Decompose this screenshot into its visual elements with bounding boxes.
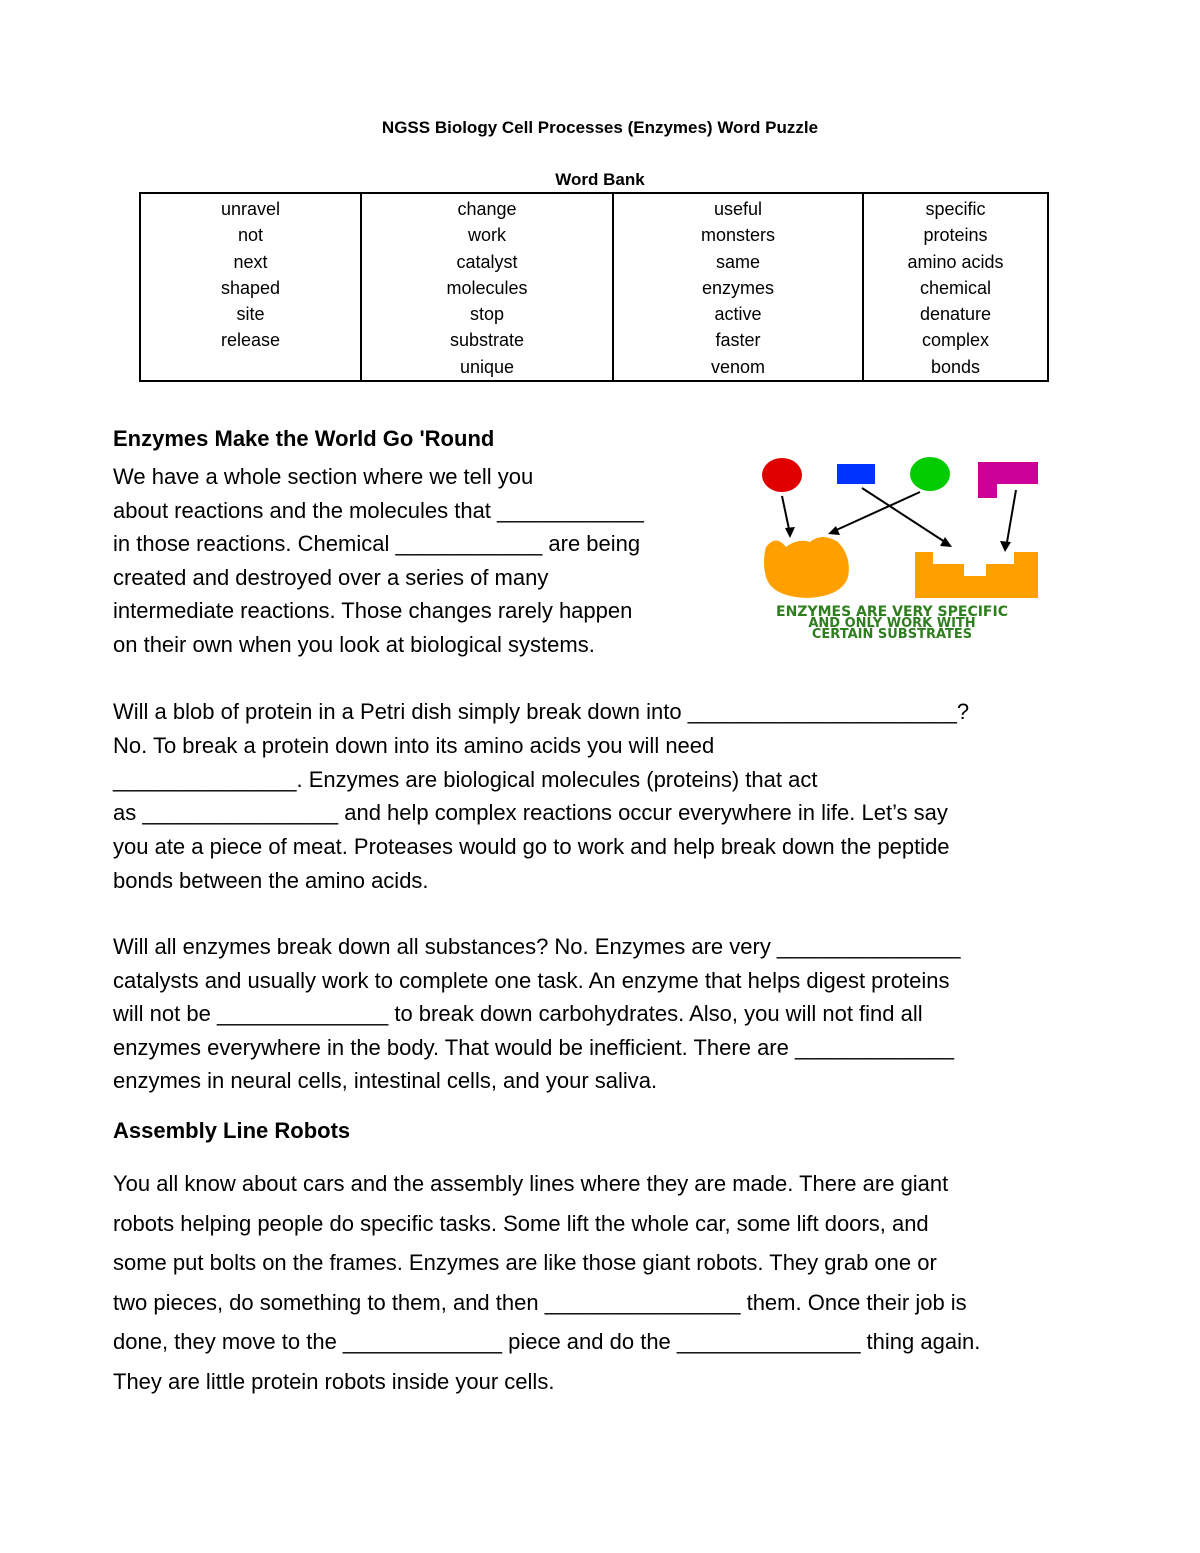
- word-bank-word: monsters: [700, 225, 776, 246]
- word-bank-label: Word Bank: [555, 170, 645, 189]
- text-line: two pieces, do something to them, and then ________________ them. Once their job is: [113, 1289, 967, 1315]
- word-bank-column-1: [140, 193, 361, 381]
- text-line: _______________. Enzymes are biological molecules (proteins) that act: [113, 766, 818, 792]
- red-substrate-circle: [762, 458, 802, 492]
- orange-enzyme-bracket: [915, 552, 1038, 598]
- text-line: Will a blob of protein in a Petri dish simply break down into ______________________?: [113, 699, 970, 724]
- word-bank-word: not: [237, 225, 264, 246]
- text-line: intermediate reactions. Those changes rarely happen: [113, 598, 633, 624]
- text-line: done, they move to the _____________ piece and do the _______________ thing again.: [113, 1329, 981, 1354]
- text-line: in those reactions. Chemical ____________ are being: [113, 531, 641, 557]
- text-line: catalysts and usually work to complete one task. An enzyme that helps digest proteins: [113, 967, 950, 993]
- word-bank-column-2: [361, 193, 613, 381]
- word-bank-word: next: [233, 251, 268, 272]
- text-line: some put bolts on the frames. Enzymes are like those giant robots. They grab one or: [113, 1250, 937, 1275]
- word-bank-word: proteins: [923, 225, 988, 246]
- word-bank-word: stop: [469, 304, 505, 325]
- word-bank-column-3: [613, 193, 863, 381]
- word-bank-word: change: [457, 199, 517, 219]
- word-bank-word: unique: [459, 356, 515, 377]
- diagram-caption: [776, 604, 1008, 642]
- word-bank-word: useful: [713, 199, 763, 219]
- word-bank-word: bonds: [930, 356, 981, 377]
- word-bank-word: enzymes: [701, 277, 775, 298]
- text-line: We have a whole section where we tell you: [113, 464, 534, 489]
- word-bank-word: release: [220, 330, 281, 351]
- text-line: Will all enzymes break down all substances? No. Enzymes are very _______________: [113, 934, 961, 959]
- text-line: as ________________ and help complex reactions occur everywhere in life. Let’s say: [113, 800, 948, 826]
- word-bank-word: same: [715, 251, 760, 272]
- paragraph-protein-breakdown: [113, 695, 969, 898]
- word-bank-word: venom: [710, 356, 766, 377]
- word-bank-word: catalyst: [456, 251, 518, 272]
- word-bank-word: substrate: [449, 330, 525, 351]
- caption-line: CERTAIN SUBSTRATES: [811, 627, 973, 642]
- text-line: robots helping people do specific tasks. Some lift the whole car, some lift doors, and: [113, 1210, 929, 1236]
- arrowhead: [828, 526, 840, 535]
- caption-line: ENZYMES ARE VERY SPECIFIC: [776, 604, 1008, 620]
- orange-enzyme-round: [764, 537, 849, 598]
- arrowhead: [1000, 541, 1011, 552]
- blue-substrate-rect: [837, 464, 875, 484]
- enzyme-specificity-diagram: [752, 452, 1042, 647]
- word-bank-column-4: [863, 193, 1048, 381]
- word-bank-word: chemical: [919, 277, 992, 298]
- word-bank-word: active: [714, 304, 762, 325]
- worksheet-title: NGSS Biology Cell Processes (Enzymes) Word Puzzle: [381, 118, 819, 137]
- section-heading-assembly: Assembly Line Robots: [113, 1118, 351, 1143]
- text-line: You all know about cars and the assembly lines where they are made. There are giant: [113, 1171, 949, 1196]
- word-bank-word: denature: [919, 304, 992, 325]
- text-line: enzymes everywhere in the body. That would be inefficient. There are _____________: [113, 1034, 955, 1060]
- text-line: enzymes in neural cells, intestinal cells, and your saliva.: [113, 1068, 658, 1094]
- word-bank-word: specific: [925, 199, 986, 219]
- text-line: They are little protein robots inside your cells.: [113, 1368, 555, 1394]
- word-bank-word: shaped: [220, 277, 281, 298]
- paragraph-assembly-line: [113, 1164, 980, 1401]
- arrowhead: [785, 527, 795, 538]
- paragraph-intro: [113, 460, 644, 662]
- word-bank-word: work: [467, 225, 506, 246]
- word-bank-word: complex: [921, 330, 990, 351]
- section-heading-enzymes: Enzymes Make the World Go 'Round: [113, 426, 495, 451]
- word-bank-word: amino acids: [907, 251, 1004, 272]
- arrow-magenta-to-bracket: [1006, 490, 1016, 548]
- arrowhead: [940, 537, 952, 547]
- word-bank-word: faster: [715, 330, 761, 351]
- magenta-substrate-shape: [978, 462, 1038, 498]
- text-line: No. To break a protein down into its amino acids you will need: [113, 732, 715, 758]
- arrow-blue-to-bracket: [862, 488, 948, 544]
- text-line: about reactions and the molecules that ____________: [113, 497, 644, 523]
- word-bank-word: molecules: [446, 277, 528, 298]
- text-line: bonds between the amino acids.: [113, 867, 429, 893]
- green-substrate-circle: [910, 457, 950, 491]
- word-bank-word: unravel: [220, 199, 281, 219]
- paragraph-specificity: [113, 930, 960, 1098]
- text-line: on their own when you look at biological systems.: [113, 631, 595, 657]
- word-bank-table: [139, 192, 1049, 382]
- text-line: will not be ______________ to break down carbohydrates. Also, you will not find all: [113, 1001, 923, 1027]
- word-bank-word: site: [236, 304, 265, 325]
- caption-line: AND ONLY WORK WITH: [808, 616, 976, 631]
- text-line: you ate a piece of meat. Proteases would go to work and help break down the peptide: [113, 834, 950, 860]
- text-line: created and destroyed over a series of many: [113, 564, 549, 590]
